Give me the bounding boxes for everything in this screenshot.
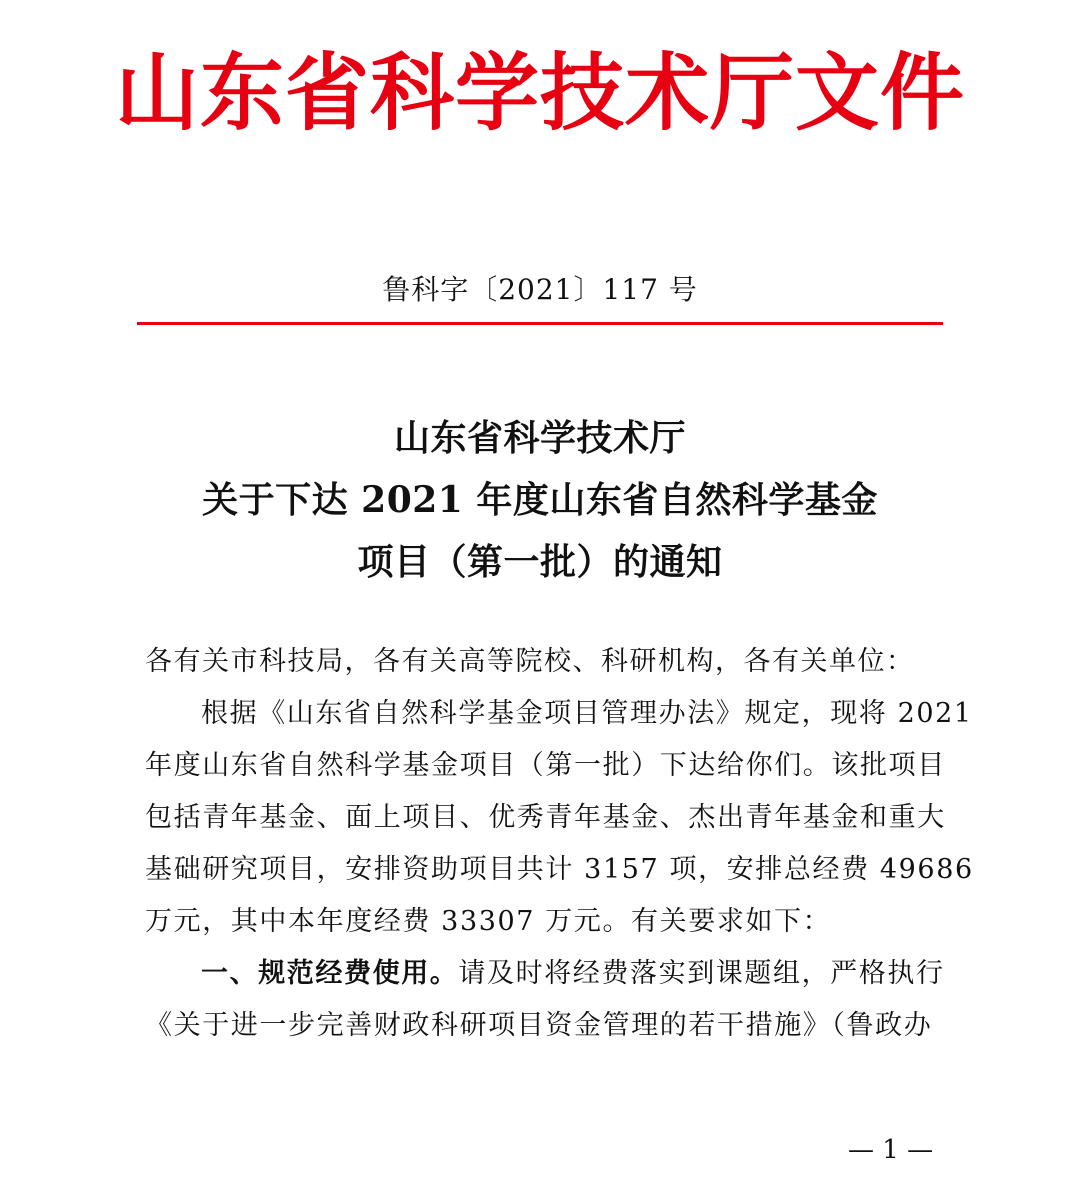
- masthead-title: 山东省科学技术厅文件: [114, 43, 965, 142]
- paragraph-line-5: 万元，其中本年度经费 33307 万元。有关要求如下：: [145, 906, 832, 937]
- red-divider-line: [137, 322, 943, 325]
- section-1-text: 请及时将经费落实到课题组，严格执行: [458, 958, 945, 989]
- paragraph-line-4: 基础研究项目，安排资助项目共计 3157 项，安排总经费 49686: [145, 854, 974, 885]
- paragraph-line-2: 年度山东省自然科学基金项目（第一批）下达给你们。该批项目: [145, 750, 946, 781]
- document-number: 鲁科字〔2021〕117 号: [382, 273, 698, 306]
- page-number: — 1 —: [848, 1135, 934, 1165]
- section-1-line-2: 《关于进一步完善财政科研项目资金管理的若干措施》（鲁政办: [145, 1010, 933, 1041]
- section-1-heading: 一、规范经费使用。: [201, 958, 459, 989]
- section-1-line-1: [145, 948, 996, 1000]
- paragraph-line-3: 包括青年基金、面上项目、优秀青年基金、杰出青年基金和重大: [145, 802, 946, 833]
- notice-title-line-3: 项目（第一批）的通知: [357, 541, 723, 583]
- notice-title-line-1: 山东省科学技术厅: [393, 417, 686, 459]
- paragraph-line-1: 根据《山东省自然科学基金项目管理办法》规定，现将 2021: [201, 698, 973, 729]
- notice-title-line-2: 关于下达 2021 年度山东省自然科学基金: [202, 479, 878, 521]
- salutation: 各有关市科技局，各有关高等院校、科研机构，各有关单位：: [145, 646, 915, 677]
